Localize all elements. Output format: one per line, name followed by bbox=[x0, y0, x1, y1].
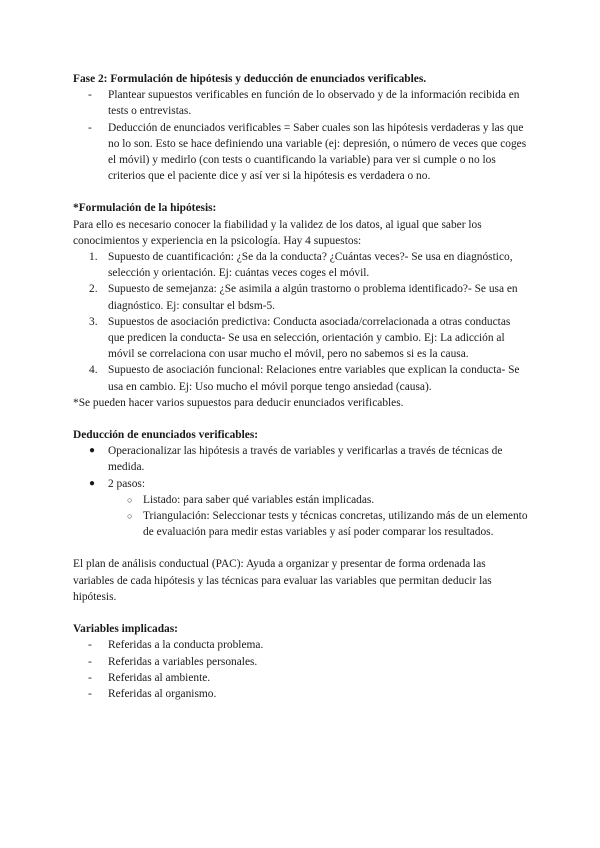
spacer bbox=[73, 411, 528, 427]
list-item bbox=[73, 686, 528, 702]
list-item bbox=[73, 362, 528, 394]
list-item-text: 2 pasos: bbox=[108, 477, 146, 490]
variables-heading: Variables implicadas: bbox=[73, 623, 178, 636]
list-item-text: Referidas al ambiente. bbox=[108, 671, 211, 684]
list-item bbox=[73, 314, 528, 363]
fase2-heading: Fase 2: Formulación de hipótesis y deducción de enunciados verificables. bbox=[73, 73, 427, 85]
list-item bbox=[108, 492, 528, 508]
fase2-list bbox=[73, 87, 528, 184]
bullet-marker: ● bbox=[89, 477, 96, 489]
dash-marker: - bbox=[88, 121, 92, 134]
list-item-text: Supuesto de semejanza: ¿Se asimila a algún trastorno o problema identificado?- Se usa en diagnóstico. Ej: consultar el bdsm-5. bbox=[108, 283, 518, 312]
list-item bbox=[73, 670, 528, 686]
document-content bbox=[73, 71, 528, 702]
number-marker: 1. bbox=[89, 251, 98, 264]
list-item bbox=[73, 87, 528, 119]
supuestos-list bbox=[73, 249, 528, 395]
list-item-text: Supuestos de asociación predictiva: Conducta asociada/correlacionada a otras conductas que predicen la conducta- Se usa en selección, orientación y cambio. Ej: La adicción al móvil se correlaciona con usar mucho el móvil, pero no sabemos si es la causa. bbox=[108, 315, 511, 361]
list-item bbox=[73, 476, 528, 492]
formulacion-note: *Se pueden hacer varios supuestos para deducir enunciados verificables. bbox=[73, 396, 404, 409]
list-item-text: Supuesto de cuantificación: ¿Se da la conducta? ¿Cuántas veces?- Se usa en diagnóstico, selección y orientación. Ej: cuántas veces coges el móvil. bbox=[108, 251, 513, 280]
dash-marker: - bbox=[88, 671, 92, 684]
list-item bbox=[73, 443, 528, 475]
list-item-text: Deducción de enunciados verificables = Saber cuales son las hipótesis verdaderas y las que no lo son. Esto se hace definiendo una variable (ej: depresión, o número de veces que coges el móvil) y medirlo (con tests o cuantificando la variable) para ver si cumple o no los criterios que el paciente dice y así ver si la hipótesis es verdadera o no. bbox=[108, 121, 527, 183]
dash-marker: - bbox=[88, 89, 92, 102]
circle-marker: ○ bbox=[127, 511, 133, 522]
deduccion-heading: Deducción de enunciados verificables: bbox=[73, 429, 259, 442]
list-item-text: Listado: para saber qué variables están implicadas. bbox=[143, 493, 375, 506]
deduccion-list bbox=[73, 443, 528, 492]
list-item bbox=[73, 637, 528, 653]
list-item-text: Plantear supuestos verificables en función de lo observado y de la información recibida en tests o entrevistas. bbox=[108, 89, 520, 118]
dash-marker: - bbox=[88, 687, 92, 700]
spacer bbox=[73, 605, 528, 621]
bullet-marker: ● bbox=[89, 445, 96, 457]
variables-list bbox=[73, 637, 528, 702]
list-item bbox=[108, 508, 528, 540]
list-item bbox=[73, 654, 528, 670]
list-item bbox=[73, 281, 528, 313]
list-item-text: Triangulación: Seleccionar tests y técnicas concretas, utilizando más de un elemento de evaluación para medir estas variables y así poder comparar los resultados. bbox=[143, 510, 528, 539]
list-item-text: Referidas a variables personales. bbox=[108, 655, 258, 668]
list-item-text: Referidas al organismo. bbox=[108, 687, 217, 700]
spacer bbox=[73, 184, 528, 200]
list-item bbox=[73, 249, 528, 281]
number-marker: 2. bbox=[89, 283, 98, 296]
number-marker: 3. bbox=[89, 315, 98, 328]
number-marker: 4. bbox=[89, 364, 98, 377]
list-item-text: Supuesto de asociación funcional: Relaciones entre variables que explican la conducta- Se usa en cambio. Ej: Uso mucho el móvil porque tengo ansiedad (causa). bbox=[108, 364, 520, 393]
circle-marker: ○ bbox=[127, 494, 133, 505]
spacer bbox=[73, 540, 528, 556]
pasos-sublist bbox=[108, 492, 528, 541]
list-item-text: Operacionalizar las hipótesis a través de variables y verificarlas a través de técnicas de medida. bbox=[108, 445, 503, 474]
pac-paragraph: El plan de análisis conductual (PAC): Ayuda a organizar y presentar de forma ordenada las variables de cada hipótesis y las técnicas para evaluar las variables que permitan deducir las hipótesis. bbox=[73, 558, 492, 603]
formulacion-heading: *Formulación de la hipótesis: bbox=[73, 202, 217, 215]
dash-marker: - bbox=[88, 639, 92, 652]
list-item bbox=[73, 120, 528, 185]
formulacion-intro: Para ello es necesario conocer la fiabilidad y la validez de los datos, al igual que saber los conocimientos y experiencia en la psicología. Hay 4 supuestos: bbox=[73, 218, 482, 247]
list-item-text: Referidas a la conducta problema. bbox=[108, 639, 264, 652]
dash-marker: - bbox=[88, 655, 92, 668]
